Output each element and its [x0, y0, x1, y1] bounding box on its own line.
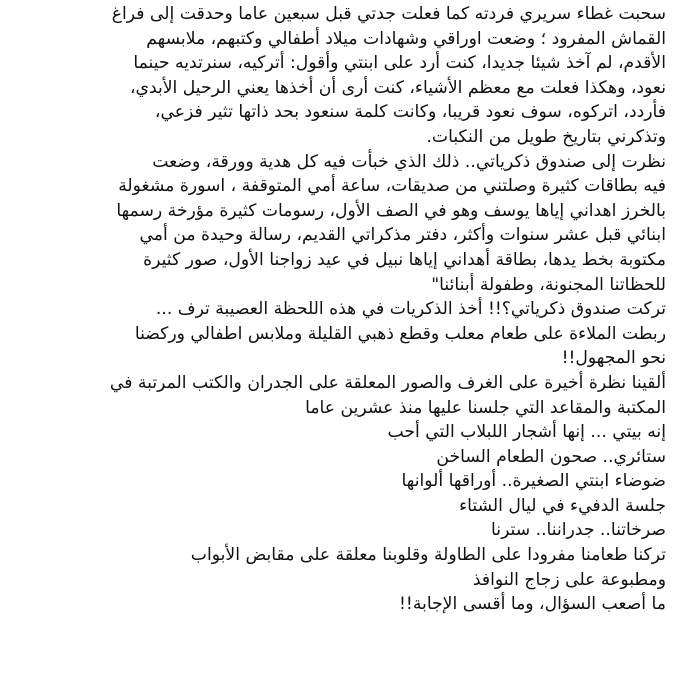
text-line-1: سحبت غطاء سريري فردته كما فعلت جدتي قبل سبعين عاما وحدقت إلى فراغ — [111, 4, 666, 24]
text-line-8: فيه بطاقات كثيرة وصلتني من صديقات، ساعة أمي المتوقفة ، اسورة مشغولة — [118, 176, 666, 197]
text-line-12: للحظاتنا المجنونة، وطفولة أبنائنا" — [431, 274, 666, 295]
text-line-24: ومطبوعة على زجاج النوافذ — [472, 569, 666, 590]
text-line-20: ضوضاء ابنتي الصغيرة.. أوراقها ألوانها — [401, 471, 666, 492]
text-line-25: ما أصعب السؤال، وما أقسى الإجابة!! — [399, 594, 666, 615]
text-line-21: جلسة الدفيء في ليال الشتاء — [459, 495, 666, 516]
text-line-2: القماش المفرود ؛ وضعت اوراقي وشهادات ميلاد أطفالي وكتبهم، ملابسهم — [146, 28, 666, 49]
text-line-4: نعود، وهكذا فعلت مع معظم الأشياء، كنت أرى أن أخذها يعني الرحيل الأبدي، — [129, 77, 666, 98]
text-line-5: فأردد، اتركوه، سوف نعود قريبا، وكانت كلمة سنعود بحد ذاتها تثير فزعي، — [154, 102, 666, 123]
text-line-11: مكتوبة بخط يدها، بطاقة أهداني إياها نبيل في عيد زواجنا الأول، صور كثيرة — [143, 249, 666, 270]
text-line-3: الأقدم، لم آخذ شيئا جديدا، كنت أرد على ابنتي وأقول: أتركيه، سنرتديه حينما — [133, 53, 666, 74]
text-line-7: نظرت إلى صندوق ذكرياتي.. ذلك الذي خبأت فيه كل هدية وورقة، وضعت — [152, 151, 666, 172]
text-line-23: تركنا طعامنا مفرودا على الطاولة وقلوبنا معلقة على مقابض الأبواب — [190, 545, 666, 566]
document-body — [2, 2, 666, 617]
text-line-18: إنه بيتي ... إنها أشجار اللبلاب التي أحب — [387, 422, 666, 443]
text-line-19: ستائري.. صحون الطعام الساخن — [436, 446, 666, 467]
text-line-9: بالخرز اهداني إياها يوسف وهو في الصف الأول، رسومات كثيرة مؤرخة رسمها — [116, 200, 666, 221]
text-line-15: نحو المجهول!! — [561, 348, 666, 369]
text-line-16: ألقينا نظرة أخيرة على الغرف والصور المعلقة على الجدران والكتب المرتبة في — [109, 372, 666, 393]
text-line-22: صرخاتنا.. جدراننا.. سترنا — [491, 520, 666, 541]
text-line-14: ربطت الملاءة على طعام معلب وقطع ذهبي القليلة وملابس اطفالي وركضنا — [134, 323, 666, 344]
text-line-13: تركت صندوق ذكرياتي؟!! أخذ الذكريات في هذه اللحظة العصيبة ترف ... — [155, 299, 666, 320]
text-line-10: ابنائي قبل عشر سنوات وأكثر، دفتر مذكراتي القديم، رسالة وحيدة من أمي — [139, 225, 666, 246]
text-line-6: وتذكرني بتاريخ طويل من النكبات. — [426, 126, 666, 147]
text-line-17: المكتبة والمقاعد التي جلسنا عليها منذ عشرين عاما — [305, 397, 666, 418]
